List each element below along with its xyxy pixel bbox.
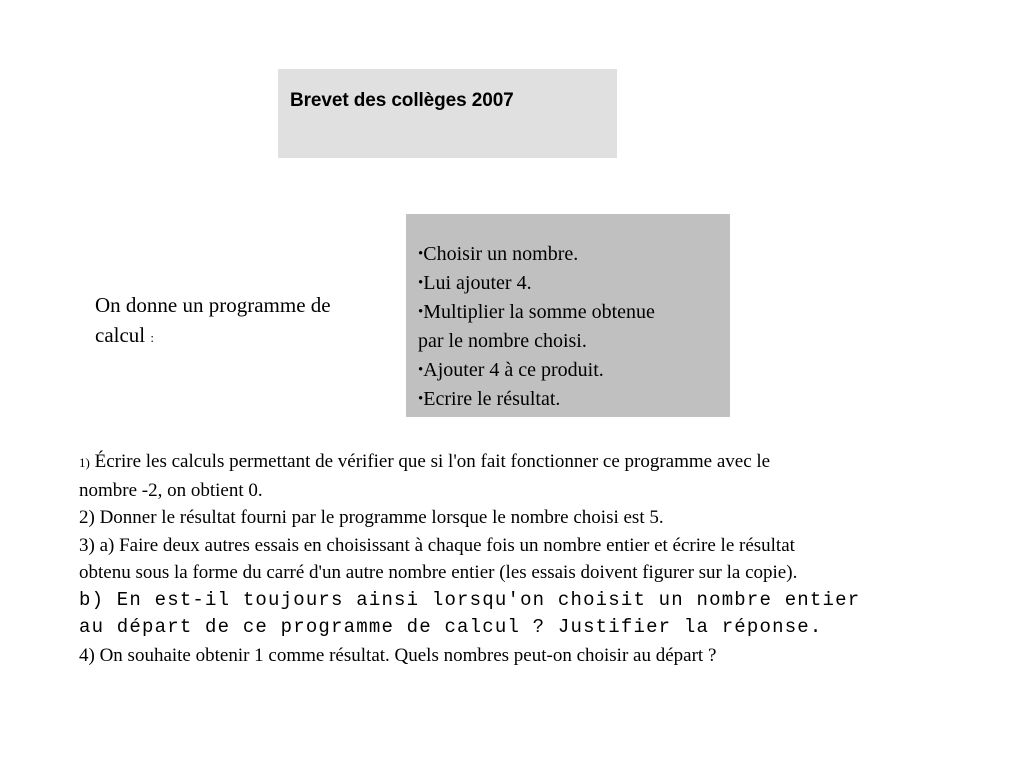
intro-line-1: On donne un programme de — [95, 293, 331, 317]
program-step — [418, 385, 724, 414]
question-3a-line-1: 3) a) Faire deux autres essais en choisissant à chaque fois un nombre entier et écrire le résultat — [79, 534, 795, 556]
bullet-icon: • — [418, 304, 424, 320]
question-3b-line-2: au départ de ce programme de calcul ? Justifier la réponse. — [79, 616, 823, 638]
program-step-text: Choisir un nombre. — [423, 243, 579, 265]
bullet-icon: • — [418, 391, 424, 407]
bullet-icon: • — [418, 275, 424, 291]
program-step — [418, 298, 724, 327]
question-1-text: Écrire les calculs permettant de vérifier que si l'on fait fonctionner ce programme avec le — [94, 451, 771, 472]
program-step-text: Multiplier la somme obtenue — [423, 301, 655, 323]
question-2: 2) Donner le résultat fourni par le programme lorsque le nombre choisi est 5. — [79, 507, 664, 528]
intro-line-2 — [95, 320, 395, 353]
intro-colon: : — [150, 330, 155, 345]
program-step — [418, 240, 724, 269]
bullet-icon: • — [418, 246, 424, 262]
questions-block — [79, 448, 959, 669]
question-3b-line-1: b) En est-il toujours ainsi lorsqu'on choisit un nombre entier — [79, 588, 861, 611]
question-3a-line-2: obtenu sous la forme du carré d'un autre nombre entier (les essais doivent figurer sur la copie). — [79, 562, 798, 583]
intro-text — [95, 290, 395, 353]
program-step-text: Ecrire le résultat. — [423, 388, 561, 410]
program-step — [418, 356, 724, 385]
program-step-text: Ajouter 4 à ce produit. — [423, 359, 604, 381]
program-step-text: Lui ajouter 4. — [423, 272, 532, 294]
question-1-line-2: nombre -2, on obtient 0. — [79, 479, 263, 501]
intro-line-2-text: calcul — [95, 323, 146, 347]
program-step — [418, 269, 724, 298]
question-1-line-1 — [79, 448, 959, 477]
program-step-text: par le nombre choisi. — [418, 330, 587, 352]
question-4: 4) On souhaite obtenir 1 comme résultat. Quels nombres peut-on choisir au départ ? — [79, 644, 717, 666]
program-step-continuation — [418, 327, 724, 356]
title-box — [278, 69, 617, 158]
bullet-icon: • — [418, 362, 424, 378]
slide-title: Brevet des collèges 2007 — [290, 90, 514, 111]
question-1-number: 1) — [79, 455, 90, 470]
program-steps-box — [406, 214, 730, 417]
